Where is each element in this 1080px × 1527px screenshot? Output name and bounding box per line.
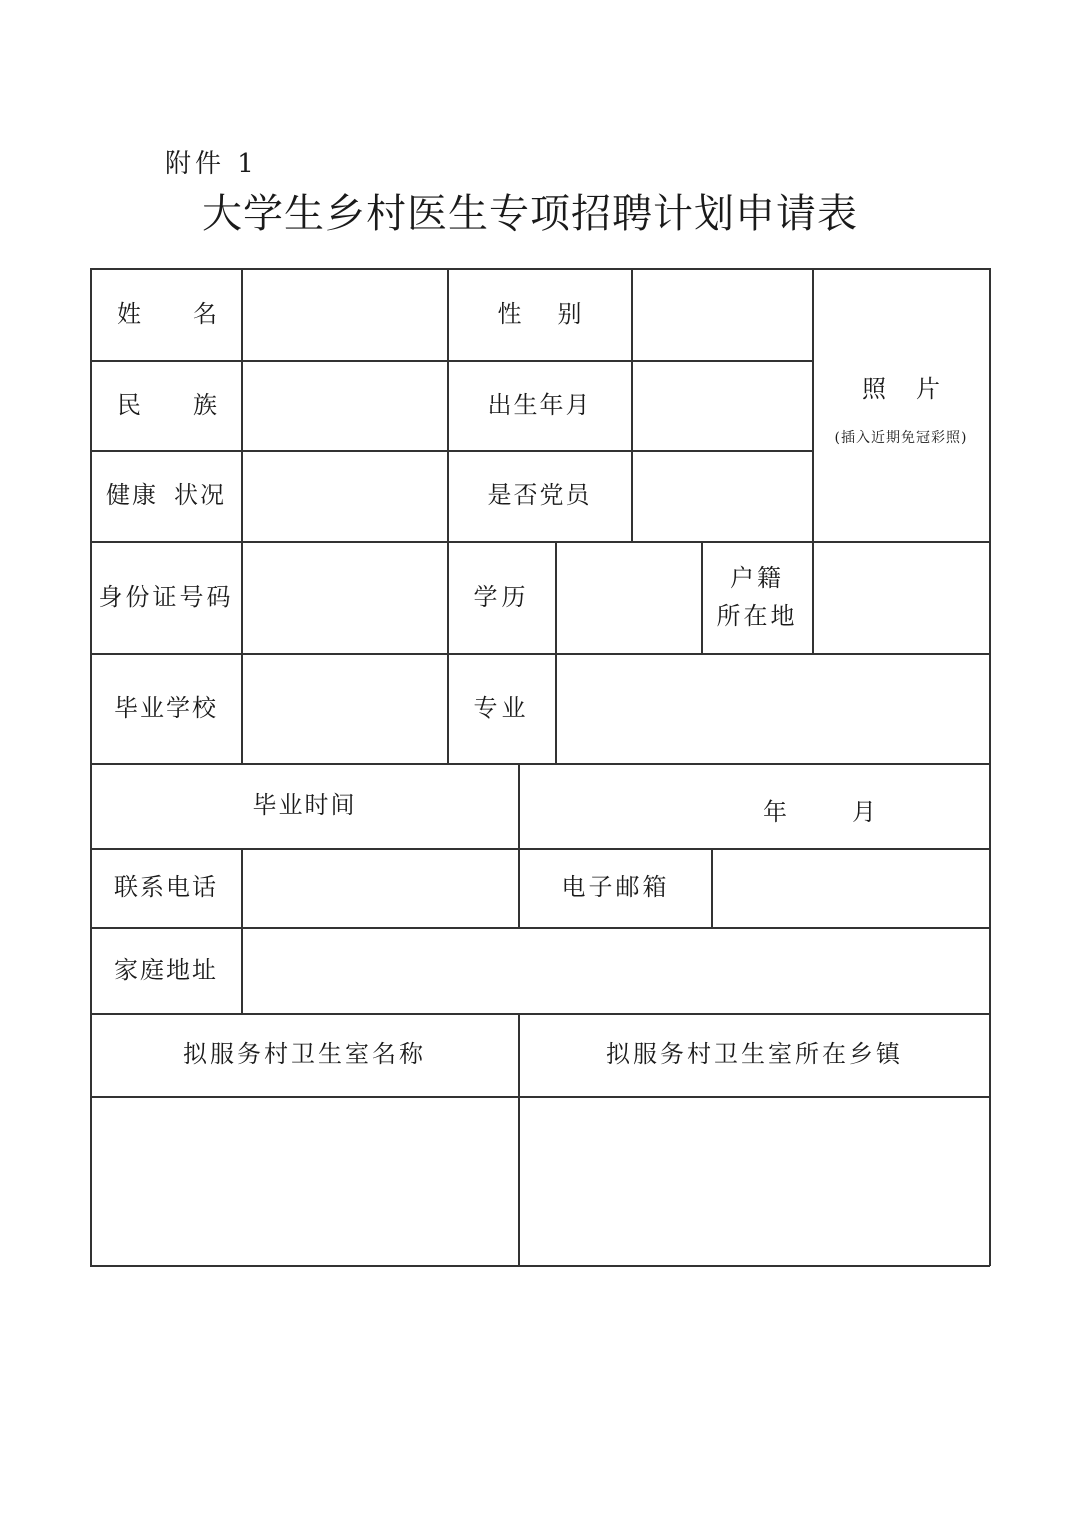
id-number-label: 身份证号码 [98,582,234,611]
email-field[interactable] [713,849,989,927]
phone-label: 联系电话 [114,873,218,902]
address-label: 家庭地址 [114,955,218,984]
id-number-field[interactable] [243,542,446,653]
ethnicity-label: 民 族 [117,390,217,419]
clinic-name-field[interactable] [91,1097,518,1265]
address-field[interactable] [243,928,989,1013]
birth-field[interactable] [633,361,811,450]
gender-field[interactable] [633,269,811,360]
health-field[interactable] [243,451,446,541]
school-label: 毕业学校 [114,693,218,722]
party-label: 是否党员 [487,481,592,510]
education-field[interactable] [557,542,700,653]
hukou-field[interactable] [814,542,989,653]
education-label: 学历 [473,582,530,611]
major-label: 专业 [473,693,530,722]
birth-label: 出生年月 [487,390,592,419]
photo-field[interactable] [813,269,989,541]
school-field[interactable] [243,654,446,763]
photo-label: 照 片 [862,374,940,403]
photo-note: (插入近期免冠彩照) [834,429,968,446]
ethnicity-field[interactable] [243,361,446,450]
party-field[interactable] [633,451,811,541]
gender-label: 性 别 [497,299,582,328]
health-label: 健康 状况 [106,481,226,510]
year-label: 年 [763,798,787,826]
attachment-label: 附件 1 [165,149,258,179]
form-title: 大学生乡村医生专项招聘计划申请表 [202,191,858,237]
name-label: 姓 名 [117,299,217,328]
clinic-name-label: 拟服务村卫生室名称 [183,1040,426,1069]
grad-time-field[interactable] [520,764,989,848]
email-label: 电子邮箱 [561,873,670,902]
clinic-town-label: 拟服务村卫生室所在乡镇 [606,1040,903,1069]
month-label: 月 [852,798,876,826]
clinic-town-field[interactable] [520,1097,989,1265]
phone-field[interactable] [243,849,518,927]
grad-time-label: 毕业时间 [252,791,357,820]
major-field[interactable] [557,654,989,763]
name-field[interactable] [243,269,446,360]
hukou-label: 户籍 所在地 [716,564,798,630]
